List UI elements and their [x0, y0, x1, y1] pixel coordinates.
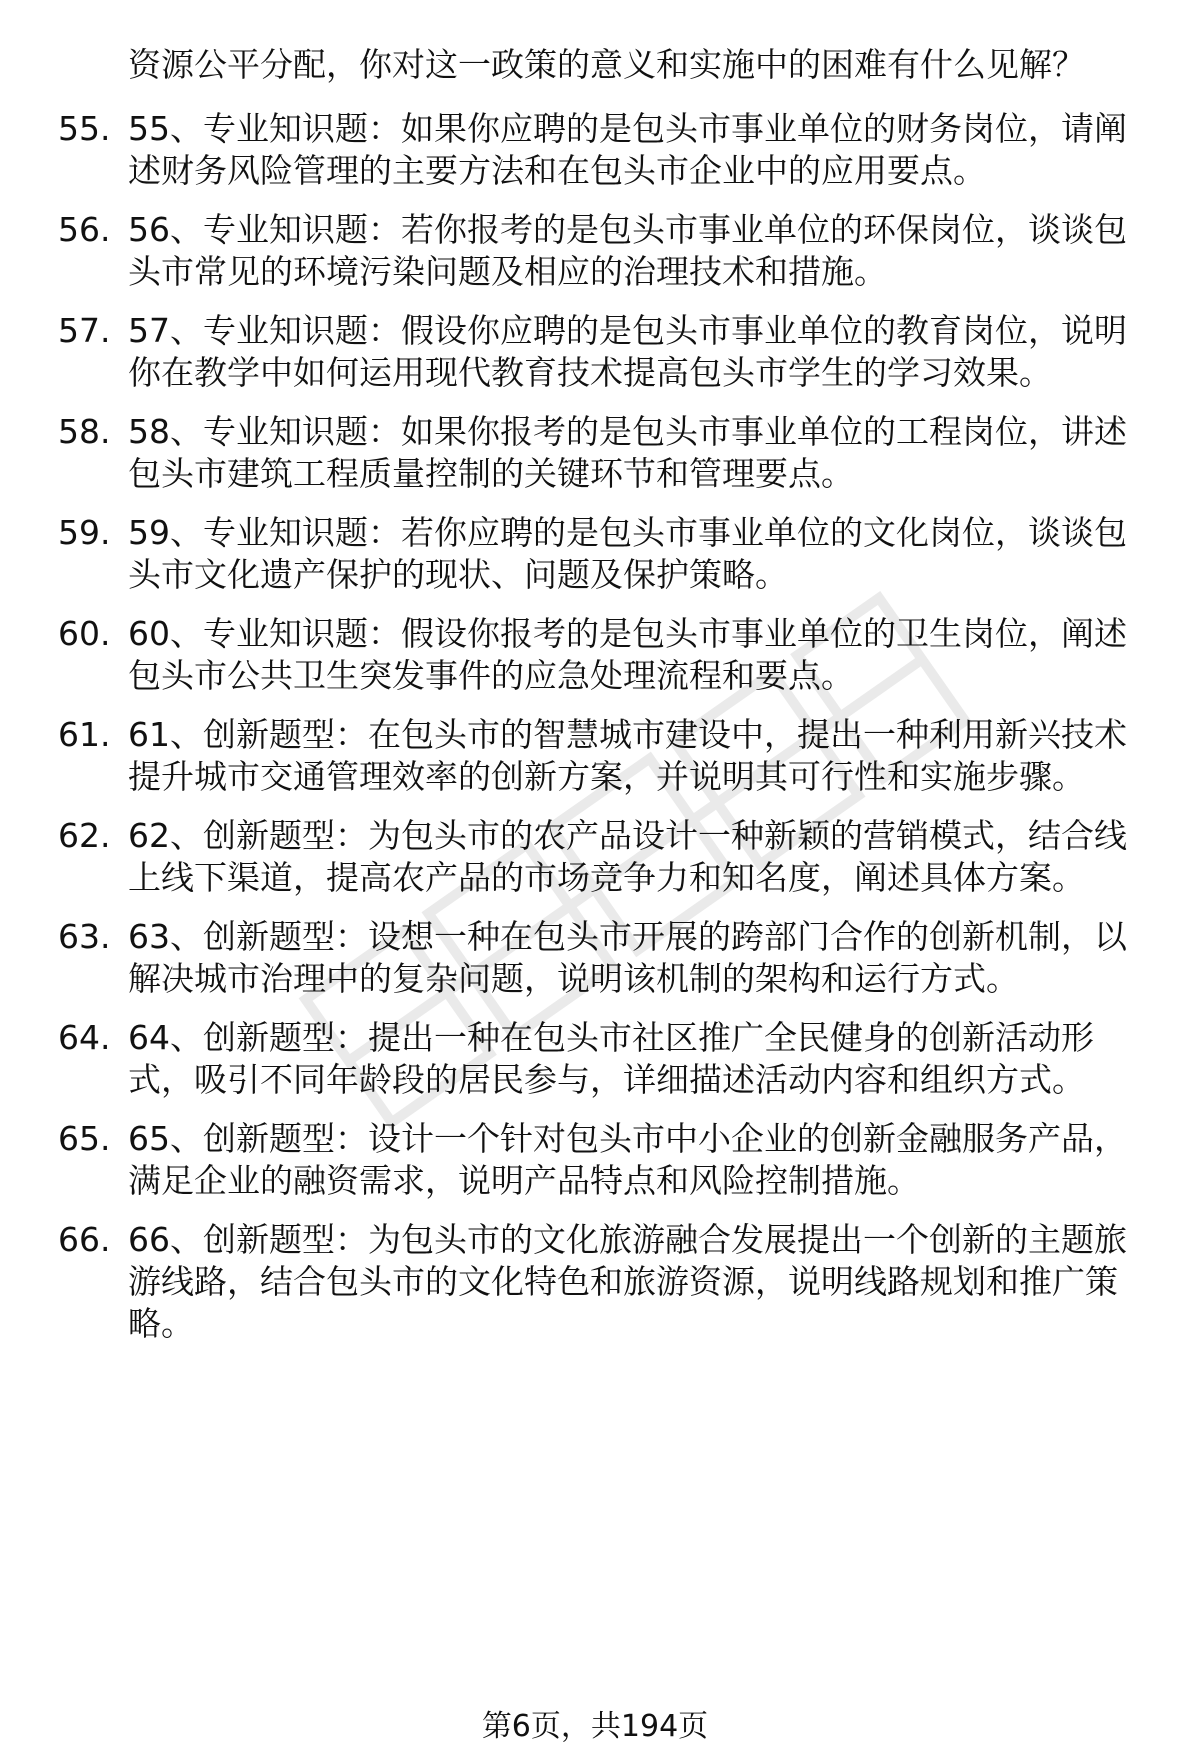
- item-text: 66、创新题型：为包头市的文化旅游融合发展提出一个创新的主题旅游线路，结合包头市的文化特色和旅游资源，说明线路规划和推广策略。: [128, 1220, 1127, 1343]
- continued-paragraph: 资源公平分配，你对这一政策的意义和实施中的困难有什么见解？: [128, 45, 1085, 84]
- list-item: [58, 1017, 1148, 1101]
- item-number: 66.: [58, 1220, 111, 1259]
- list-item: [58, 1118, 1148, 1202]
- item-number: 65.: [58, 1119, 111, 1158]
- item-number: 62.: [58, 816, 111, 855]
- item-number: 55.: [58, 109, 111, 148]
- item-text: 65、创新题型：设计一个针对包头市中小企业的创新金融服务产品，满足企业的融资需求，说明产品特点和风险控制措施。: [128, 1119, 1127, 1200]
- item-text: 55、专业知识题：如果你应聘的是包头市事业单位的财务岗位，请阐述财务风险管理的主要方法和在包头市企业中的应用要点。: [128, 109, 1127, 190]
- item-number: 58.: [58, 412, 111, 451]
- list-item: [58, 815, 1148, 899]
- list-item: [58, 613, 1148, 697]
- item-text: 56、专业知识题：若你报考的是包头市事业单位的环保岗位，谈谈包头市常见的环境污染问题及相应的治理技术和措施。: [128, 210, 1127, 291]
- item-text: 61、创新题型：在包头市的智慧城市建设中，提出一种利用新兴技术提升城市交通管理效率的创新方案，并说明其可行性和实施步骤。: [128, 715, 1127, 796]
- item-number: 63.: [58, 917, 111, 956]
- item-text: 57、专业知识题：假设你应聘的是包头市事业单位的教育岗位，说明你在教学中如何运用现代教育技术提高包头市学生的学习效果。: [128, 311, 1127, 392]
- question-list: [58, 44, 1148, 1362]
- list-item: [58, 411, 1148, 495]
- list-item: [58, 209, 1148, 293]
- item-number: 56.: [58, 210, 111, 249]
- item-text: 59、专业知识题：若你应聘的是包头市事业单位的文化岗位，谈谈包头市文化遗产保护的现状、问题及保护策略。: [128, 513, 1127, 594]
- list-item: [58, 108, 1148, 192]
- item-text: 64、创新题型：提出一种在包头市社区推广全民健身的创新活动形式，吸引不同年龄段的居民参与，详细描述活动内容和组织方式。: [128, 1018, 1094, 1099]
- list-item: [58, 916, 1148, 1000]
- item-text: 62、创新题型：为包头市的农产品设计一种新颖的营销模式，结合线上线下渠道，提高农产品的市场竞争力和知名度，阐述具体方案。: [128, 816, 1127, 897]
- item-text: 58、专业知识题：如果你报考的是包头市事业单位的工程岗位，讲述包头市建筑工程质量控制的关键环节和管理要点。: [128, 412, 1127, 493]
- list-item: [58, 310, 1148, 394]
- item-number: 61.: [58, 715, 111, 754]
- item-number: 64.: [58, 1018, 111, 1057]
- page-footer: 第6页，共194页: [481, 1709, 709, 1744]
- item-text: 60、专业知识题：假设你报考的是包头市事业单位的卫生岗位，阐述包头市公共卫生突发事件的应急处理流程和要点。: [128, 614, 1127, 695]
- item-number: 57.: [58, 311, 111, 350]
- item-number: 60.: [58, 614, 111, 653]
- item-number: 59.: [58, 513, 111, 552]
- list-item: [58, 1219, 1148, 1345]
- list-item: [58, 512, 1148, 596]
- item-text: 63、创新题型：设想一种在包头市开展的跨部门合作的创新机制，以解决城市治理中的复杂问题，说明该机制的架构和运行方式。: [128, 917, 1127, 998]
- list-item: [58, 714, 1148, 798]
